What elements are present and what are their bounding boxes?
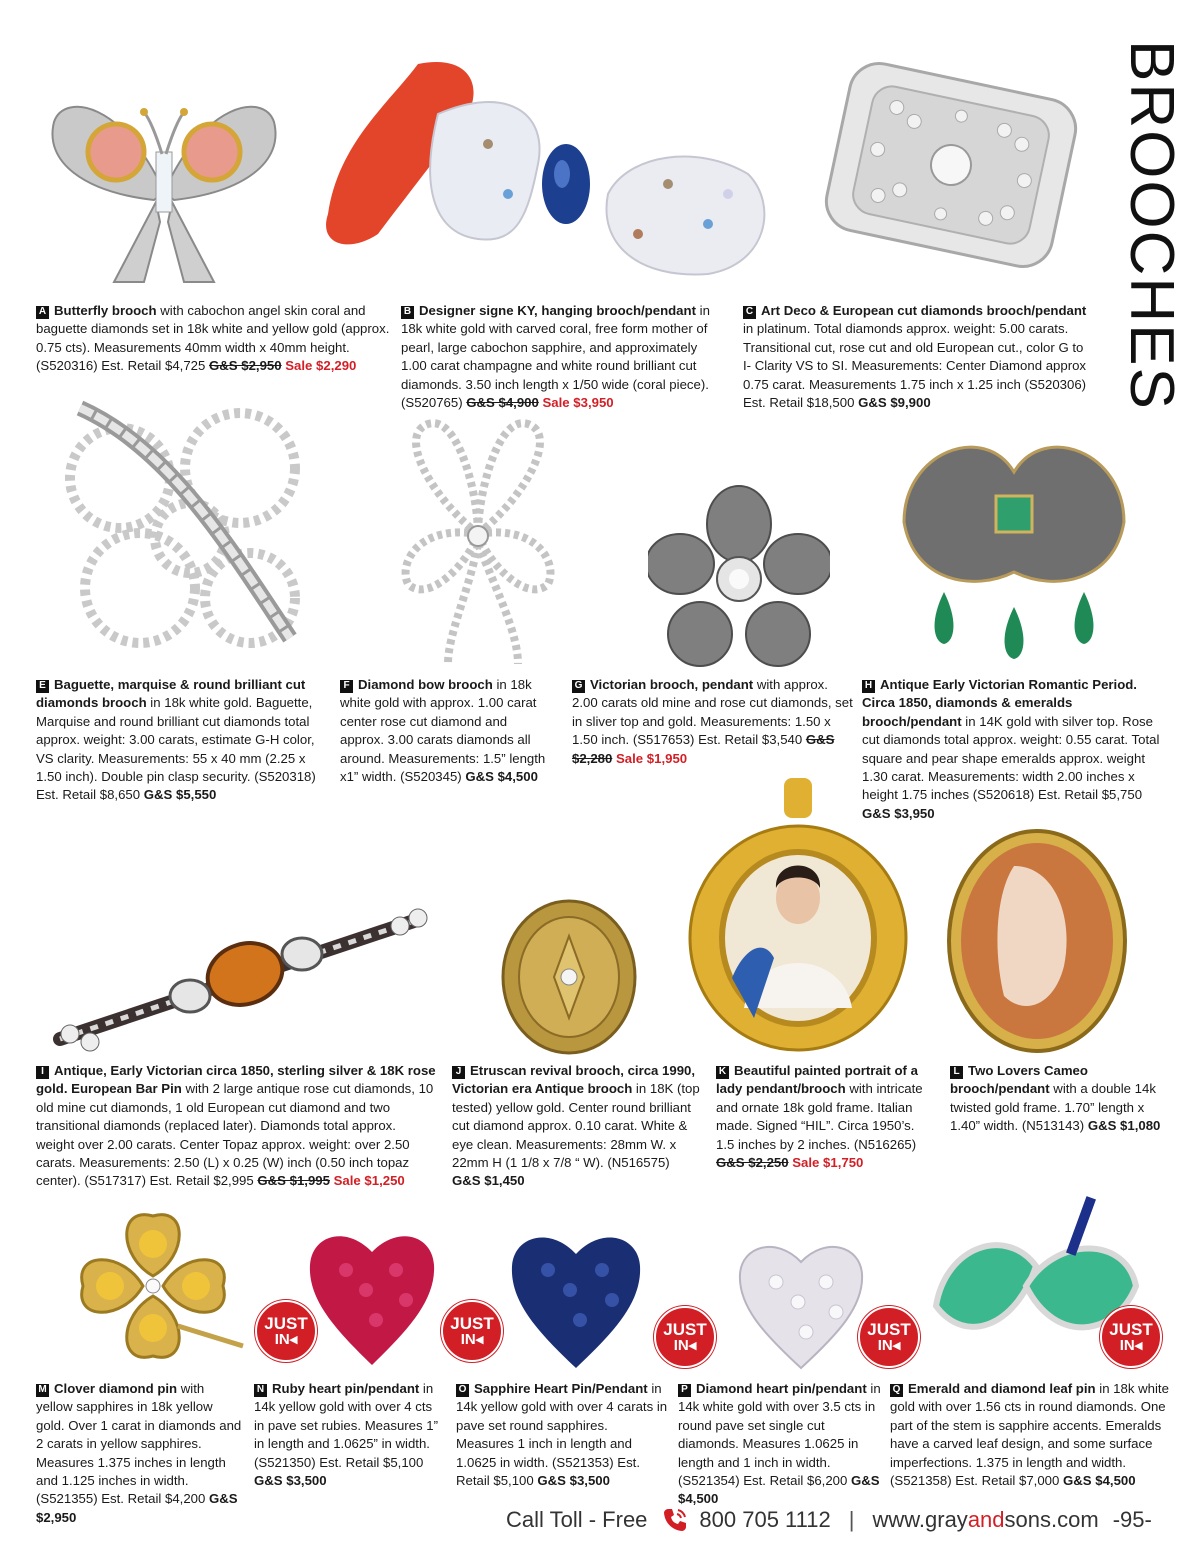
item-description: in 14k yellow gold with over 4 cts in pave set rubies. Measures 1” in length and 1.0625” in width. (S521350) Est. Retail $5,100 xyxy=(254,1381,438,1470)
caption-k xyxy=(716,1062,936,1172)
caption-q xyxy=(890,1380,1176,1490)
section-title: BROOCHES xyxy=(1117,40,1186,411)
item-description: in platinum. Total diamonds approx. weight: 5.00 carats. Transitional cut, rose cut and old European cut., color G to I- Clarity VS to SI. Measurements: Center Diamond approx 0.75 carat. Measurements 1.75 inch x 1.25 inch (S520306) Est. Retail $18,500 xyxy=(743,321,1087,411)
item-title: Antique, Early Victorian circa 1850, sterling silver & 18K rose gold. European Bar Pin xyxy=(36,1063,436,1097)
page-number: -95- xyxy=(1112,1507,1152,1532)
gs-price: G&S $1,450 xyxy=(452,1173,525,1189)
item-title: Diamond heart pin/pendant xyxy=(696,1381,867,1396)
item-description: in 18k white gold with approx. 1.00 carat center rose cut diamond and approx. 3.00 carats diamonds all around. Measurements: 1.5” length x1” width. (S520345) xyxy=(340,677,546,785)
call-toll-free-label: Call Toll - Free xyxy=(506,1507,648,1532)
photo-butterfly-brooch xyxy=(44,82,284,298)
caption-c xyxy=(743,302,1095,412)
phone-number[interactable]: 800 705 1112 xyxy=(699,1507,831,1532)
phone-icon xyxy=(661,1506,689,1534)
item-title: Diamond bow brooch xyxy=(358,677,493,692)
photo-bar-pin xyxy=(40,904,440,1060)
photo-clover-pin xyxy=(58,1196,248,1380)
item-letter: I xyxy=(36,1066,49,1079)
photo-coral-pearl-brooch xyxy=(308,44,788,290)
item-description: in 14k white gold with over 3.5 cts in round pave set single cut diamonds. Measures 1.0625 in length and 1 inch in width. (S521354) Est. Retail $6,200 xyxy=(678,1381,881,1489)
item-letter: L xyxy=(950,1066,963,1079)
caption-o xyxy=(456,1380,668,1490)
item-letter: F xyxy=(340,680,353,693)
photo-bow-brooch xyxy=(388,414,568,676)
gs-price: G&S $1,080 xyxy=(1087,1118,1161,1134)
sale-price: Sale $2,290 xyxy=(285,358,357,374)
item-letter: Q xyxy=(890,1384,903,1397)
sale-price: Sale $3,950 xyxy=(542,395,614,411)
gs-price-crossed: G&S $1,995 xyxy=(257,1173,330,1189)
gs-price: G&S $4,500 xyxy=(465,769,538,785)
gs-price: G&S $3,500 xyxy=(254,1473,327,1489)
item-description: with yellow sapphires in 18k yellow gold. Over 1 carat in diamonds and 2 carats in yellow sapphires. Measures 1.375 inches in length and 1.125 inches in width. (S521355) Est. Retail $4,200 xyxy=(36,1381,242,1507)
caption-m xyxy=(36,1380,242,1527)
badge-line2: IN xyxy=(877,1337,893,1354)
item-letter: J xyxy=(452,1066,465,1079)
caption-g xyxy=(572,676,856,768)
caption-b xyxy=(401,302,719,412)
badge-line2: IN xyxy=(274,1331,290,1348)
gs-price: G&S $2,950 xyxy=(36,1491,238,1525)
item-title: Antique Early Victorian Romantic Period. Circa 1850, diamonds & emeralds brooch/pendant xyxy=(862,677,1137,729)
item-description: with a double 14k twisted gold frame. 1.70” length x 1.40” width. (N513143) xyxy=(950,1081,1156,1134)
item-description: in 18k white gold with over 1.56 cts in round diamonds. One part of the stem is sapphire accents. Emeralds have a carved leaf design, and some surface imperfections. 1.375 in length and width. (S521358) Est. Retail $7,000 xyxy=(890,1381,1169,1489)
just-in-badge: JUST IN◂ xyxy=(441,1300,503,1362)
caption-j xyxy=(452,1062,700,1191)
just-in-badge: JUST IN◂ xyxy=(255,1300,317,1362)
item-title: Baguette, marquise & round brilliant cut diamonds brooch xyxy=(36,677,306,711)
item-description: in 18k white gold with carved coral, free form mother of pearl, large cabochon sapphire, and approximately 1.00 carat champagne and white round brilliant cut diamonds. 3.50 inch length x 1/50 wide (coral piece). (S520765) xyxy=(401,303,710,411)
badge-line2: IN xyxy=(460,1331,476,1348)
footer-separator: | xyxy=(848,1507,855,1532)
badge-line1: JUST xyxy=(450,1314,494,1333)
photo-diamond-heart xyxy=(736,1232,866,1372)
just-in-badge: JUST IN◂ xyxy=(1100,1306,1162,1368)
gs-price: G&S $3,950 xyxy=(862,805,935,821)
photo-art-deco-brooch xyxy=(806,40,1096,290)
caption-p xyxy=(678,1380,882,1509)
sale-price: Sale $1,250 xyxy=(333,1173,405,1189)
item-title: Designer signe KY, hanging brooch/pendant xyxy=(419,303,696,318)
caption-e xyxy=(36,676,316,805)
caption-a xyxy=(36,302,390,376)
just-in-badge: JUST IN◂ xyxy=(858,1306,920,1368)
sale-price: Sale $1,750 xyxy=(792,1155,864,1171)
item-description: with 2 large antique rose cut diamonds, 10 old mine cut diamonds, 1 old European cut diamond and two transitional diamonds (replaced later). Diamonds total approx. weight over 2.00 carats. Center Topaz approx. weight: over 2.50 carats. Measurements: 2.50 (L) x 0.25 (W) inch (0.50 inch topaz center). (S517317) Est. Retail $2,995 xyxy=(36,1081,434,1189)
item-letter: E xyxy=(36,680,49,693)
item-description: in 18k white gold. Baguette, Marquise and round brilliant cut diamonds total approx. weight: 3.00 carats, estimate G-H color, VS clarity. Measurements: 55 x 40 mm (2.25 x 1.50 inch). Double pin clasp security. (S520318) Est. Retail $8,650 xyxy=(36,695,316,803)
gs-price-crossed: G&S $2,950 xyxy=(209,358,282,374)
item-letter: A xyxy=(36,306,49,319)
item-letter: C xyxy=(743,306,756,319)
item-description: with intricate and ornate 18k gold frame. Italian made. Signed “HIL”. Circa 1950’s. 1.5 inches by 2 inches. (N516265) xyxy=(716,1081,923,1152)
item-title: Victorian brooch, pendant xyxy=(590,677,754,692)
item-description: in 14k yellow gold with over 4 carats in pave set round sapphires. Measures 1 inch in length and 1.0625 in width. (S521353) Est. Retail $5,100 xyxy=(456,1381,668,1489)
badge-line2: IN xyxy=(673,1337,689,1354)
gs-price: G&S $4,500 xyxy=(678,1473,880,1507)
photo-etruscan-brooch xyxy=(498,896,640,1058)
item-description: in 14K gold with silver top. Rose cut diamonds total approx. weight: 0.55 carat. Total square and pear shape emeralds approx. weight 1.30 carat. Measurements: width 2.00 inches x height 1.75 inches (S520618) Est. Retail $5,750 xyxy=(862,713,1160,803)
item-description: with approx. 2.00 carats old mine and rose cut diamonds, set in sliver top and gold. Measurements: 1.50 x 1.50 inch. (S517653) Est. Retail $3,540 xyxy=(572,677,853,748)
item-letter: M xyxy=(36,1384,49,1397)
item-letter: K xyxy=(716,1066,729,1079)
caption-l xyxy=(950,1062,1162,1136)
just-in-badge: JUST IN◂ xyxy=(654,1306,716,1368)
item-title: Etruscan revival brooch, circa 1990, Victorian era Antique brooch xyxy=(452,1063,696,1097)
footer xyxy=(506,1500,1176,1540)
item-title: Beautiful painted portrait of a lady pendant/brooch xyxy=(716,1063,918,1097)
photo-emerald-brooch xyxy=(884,412,1144,664)
photo-cameo-brooch xyxy=(944,826,1130,1056)
item-letter: B xyxy=(401,306,414,319)
item-title: Art Deco & European cut diamonds brooch/pendant xyxy=(761,303,1087,318)
badge-line1: JUST xyxy=(663,1320,707,1339)
photo-baguette-brooch xyxy=(50,388,330,672)
photo-portrait-pendant xyxy=(684,778,912,1056)
item-letter: N xyxy=(254,1384,267,1397)
photo-victorian-flower-brooch xyxy=(648,484,830,672)
badge-line1: JUST xyxy=(264,1314,308,1333)
item-title: Emerald and diamond leaf pin xyxy=(908,1381,1096,1396)
gs-price-crossed: G&S $2,280 xyxy=(572,732,835,766)
badge-line1: JUST xyxy=(1109,1320,1153,1339)
gs-price-crossed: G&S $4,900 xyxy=(466,395,539,411)
photo-sapphire-heart xyxy=(508,1220,644,1372)
item-title: Two Lovers Cameo brooch/pendant xyxy=(950,1063,1088,1097)
caption-i xyxy=(36,1062,436,1191)
photo-ruby-heart xyxy=(306,1220,438,1370)
sale-price: Sale $1,950 xyxy=(616,750,688,766)
item-description: with cabochon angel skin coral and baguette diamonds set in 18k white and yellow gold (approx. 0.75 cts). Measurements 40mm width x 40mm height. (S520316) Est. Retail $4,725 xyxy=(36,303,390,374)
badge-line1: JUST xyxy=(867,1320,911,1339)
caption-n xyxy=(254,1380,444,1490)
caption-f xyxy=(340,676,550,786)
item-letter: H xyxy=(862,680,875,693)
item-letter: P xyxy=(678,1384,691,1397)
item-title: Ruby heart pin/pendant xyxy=(272,1381,420,1396)
item-title: Clover diamond pin xyxy=(54,1381,178,1396)
item-title: Butterfly brooch xyxy=(54,303,157,318)
item-letter: G xyxy=(572,680,585,693)
item-description: in 18K (top tested) yellow gold. Center round brilliant cut diamond approx. 0.10 carat. White & eye clean. Measurements: 28mm W. x 22mm H (1 1/8 x 7/8 “ W). (N516575) xyxy=(452,1081,700,1171)
item-title: Sapphire Heart Pin/Pendant xyxy=(474,1381,648,1396)
gs-price: G&S $9,900 xyxy=(858,395,931,411)
website-link[interactable]: www.grayandsons.com xyxy=(872,1507,1099,1532)
gs-price: G&S $3,500 xyxy=(537,1473,610,1489)
gs-price: G&S $4,500 xyxy=(1063,1473,1136,1489)
item-letter: O xyxy=(456,1384,469,1397)
gs-price: G&S $5,550 xyxy=(143,787,217,803)
badge-line2: IN xyxy=(1119,1337,1135,1354)
gs-price-crossed: G&S $2,250 xyxy=(716,1155,789,1171)
